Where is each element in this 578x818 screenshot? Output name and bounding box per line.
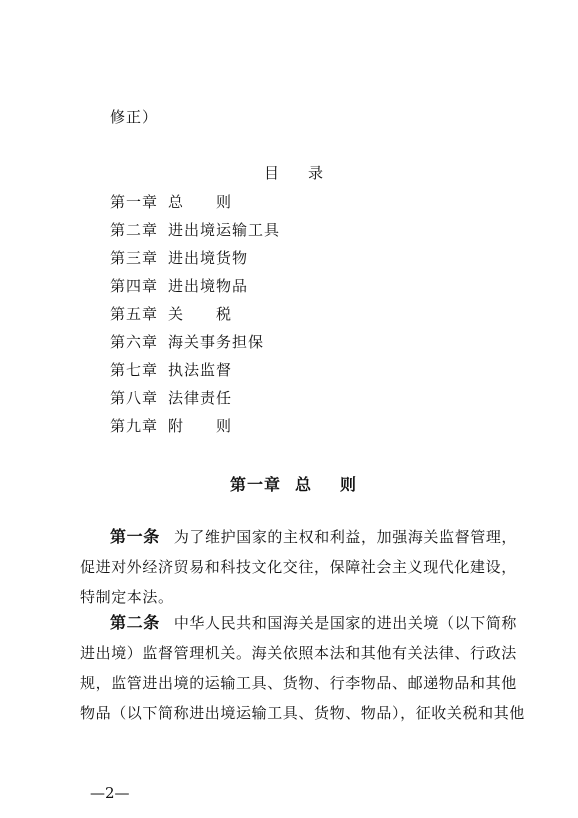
article-label: 第二条	[110, 613, 160, 632]
toc-item-title: 海关事务担保	[168, 333, 265, 351]
continuation-text: 修正）	[110, 108, 159, 126]
toc-item-1	[110, 191, 280, 219]
article-line: 促进对外经济贸易和科技文化交往，保障社会主义现代化建设，	[80, 558, 517, 576]
article-line	[80, 608, 518, 638]
toc-heading-left: 目	[264, 164, 281, 182]
article-line	[80, 522, 518, 552]
toc-item-2	[110, 219, 280, 247]
toc-item-8	[110, 387, 280, 415]
toc-item-title: 进出境货物	[168, 249, 249, 267]
toc-item-title: 总 则	[168, 193, 233, 211]
chapter-title	[230, 472, 357, 495]
chapter-number: 第一章	[230, 475, 282, 494]
article-line: 物品（以下简称进出境运输工具、货物、物品），征收关税和其他	[80, 704, 525, 722]
article-1	[80, 522, 518, 612]
toc-item-title: 附 则	[168, 417, 233, 435]
toc-item-num: 第二章	[110, 221, 159, 239]
article-text: 中华人民共和国海关是国家的进出关境（以下简称	[173, 614, 518, 632]
toc-item-3	[110, 247, 280, 275]
toc-item-num: 第八章	[110, 389, 159, 407]
toc-item-num: 第三章	[110, 249, 159, 267]
toc-item-9	[110, 415, 280, 443]
table-of-contents	[110, 191, 280, 443]
article-label: 第一条	[110, 527, 160, 546]
chapter-title-right: 则	[340, 475, 358, 494]
toc-item-7	[110, 359, 280, 387]
toc-item-title: 进出境物品	[168, 277, 249, 295]
toc-item-5	[110, 303, 280, 331]
toc-item-title: 进出境运输工具	[168, 221, 281, 239]
chapter-title-left: 总	[295, 475, 313, 494]
toc-item-num: 第一章	[110, 193, 159, 211]
article-line: 规，监管进出境的运输工具、货物、行李物品、邮递物品和其他	[80, 674, 517, 692]
article-line: 特制定本法。	[80, 588, 174, 606]
toc-heading	[264, 162, 324, 183]
toc-item-num: 第六章	[110, 333, 159, 351]
toc-item-num: 第九章	[110, 417, 159, 435]
article-line: 进出境）监督管理机关。海关依照本法和其他有关法律、行政法	[80, 644, 517, 662]
toc-item-4	[110, 275, 280, 303]
toc-item-title: 关 税	[168, 305, 233, 323]
toc-item-title: 法律责任	[168, 389, 233, 407]
toc-heading-right: 录	[308, 164, 325, 182]
article-text: 为了维护国家的主权和利益，加强海关监督管理，	[173, 528, 518, 546]
toc-item-num: 第四章	[110, 277, 159, 295]
page-number: —2—	[90, 784, 130, 802]
toc-item-title: 执法监督	[168, 361, 233, 379]
toc-item-num: 第七章	[110, 361, 159, 379]
toc-item-6	[110, 331, 280, 359]
article-2	[80, 608, 525, 728]
toc-item-num: 第五章	[110, 305, 159, 323]
